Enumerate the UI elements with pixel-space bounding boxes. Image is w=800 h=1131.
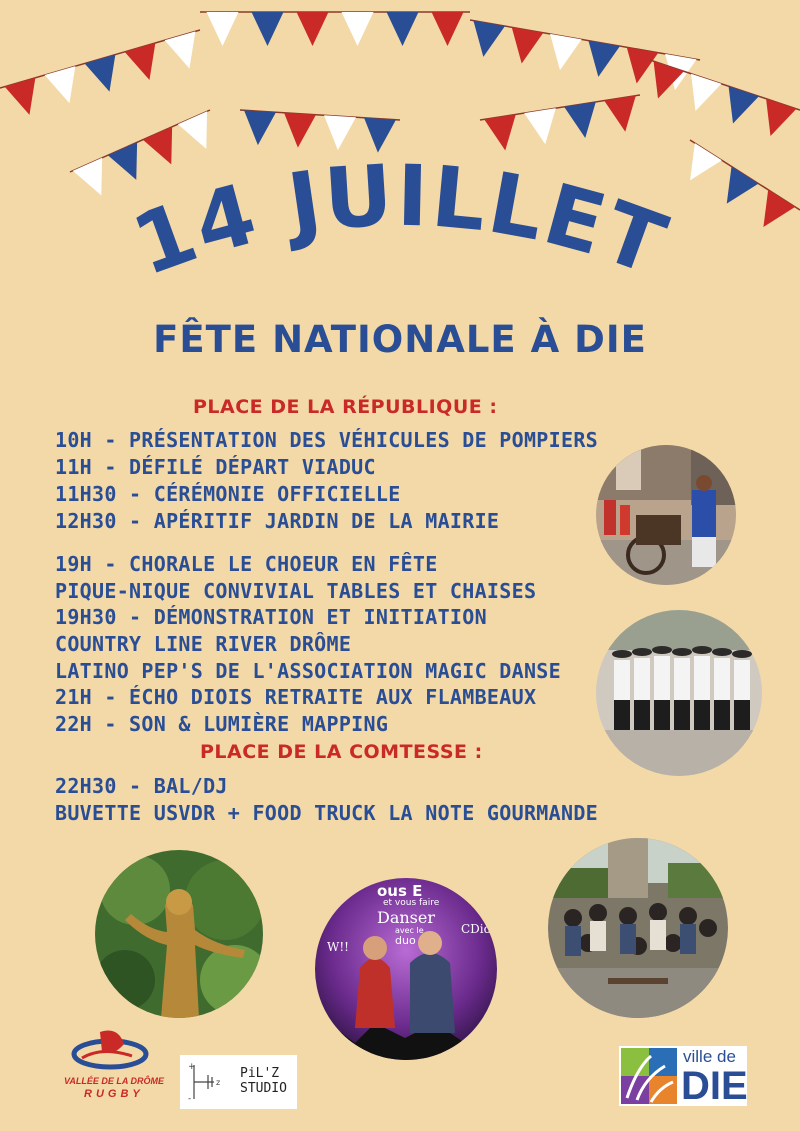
svg-text:-: - [188,1094,192,1104]
bunting-flag [564,102,596,138]
circuit-icon [180,1055,230,1109]
logo-pilz-studio [180,1055,297,1109]
bunting-flag [284,113,316,148]
bunting-flag [512,27,544,63]
rugby-emblem-icon [62,1026,162,1074]
poster-word-ous: ous E [377,882,423,900]
pilz-line1: PiL'Z [240,1066,280,1081]
bunting-flag [588,41,620,77]
schedule-line: LATINO PEP'S DE L'ASSOCIATION MAGIC DANSE [55,659,561,683]
die-small-text: ville de [683,1047,736,1066]
poster-word-et-vous-faire: et vous faire [383,898,440,908]
bunting-flag [550,34,582,70]
svg-text:+: + [188,1062,196,1072]
poster-word-duo: duo [395,934,416,947]
bunting-flag [342,12,374,46]
schedule-line: PIQUE-NIQUE CONVIVIAL TABLES ET CHAISES [55,579,537,603]
photo-picnic-crowd [548,838,728,1018]
pilz-line2: STUDIO [240,1081,287,1096]
bunting-flag [125,43,156,80]
bunting-flag [297,12,329,46]
bunting-flag [207,12,239,46]
schedule-line: 19H30 - DÉMONSTRATION ET INITIATION [55,605,487,629]
main-title [0,150,800,320]
schedule-line: 12H30 - APÉRITIF JARDIN DE LA MAIRIE [55,509,500,533]
schedule-line: 22H - SON & LUMIÈRE MAPPING [55,712,389,736]
bunting-flag [627,47,659,83]
schedule-line: 11H - DÉFILÉ DÉPART VIADUC [55,455,376,479]
bunting-flag [45,66,76,103]
poster-word-avec-le: avec le [395,926,424,935]
schedule-line: 19H - CHORALE LE CHOEUR EN FÊTE [55,552,438,576]
bunting-flag [244,110,276,145]
bunting-flag [85,55,116,92]
logo-rugby [62,1026,165,1106]
bunting-flag [604,96,636,132]
main-title-text: 14 JUILLET [120,150,680,295]
die-mosaic-icon [621,1048,677,1104]
bunting-flag [524,108,556,144]
poster-word-cdid: CDid [461,922,492,936]
section-heading-republique: PLACE DE LA RÉPUBLIQUE : [193,396,498,418]
section-heading-comtesse: PLACE DE LA COMTESSE : [200,741,483,763]
schedule-line: 11H30 - CÉRÉMONIE OFFICIELLE [55,482,401,506]
bunting-flag [432,12,464,46]
bunting-flag [729,86,759,123]
poster-word-danser: Danser [377,908,435,927]
schedule-line: COUNTRY LINE RIVER DRÔME [55,632,352,656]
bunting-flag [165,31,196,68]
bunting-flag [364,118,396,153]
logo-ville-de-die [619,1046,747,1106]
bunting-flag [691,74,721,111]
bunting-flag [766,99,796,136]
bunting-flag [252,12,284,46]
schedule-line: BUVETTE USVDR + FOOD TRUCK LA NOTE GOURMANDE [55,801,599,825]
bunting-flag [387,12,419,46]
photo-danser-duo [315,878,497,1060]
photo-statue [95,850,263,1018]
svg-text:z: z [216,1078,221,1087]
bunting-flag [484,114,516,150]
schedule-line: 10H - PRÉSENTATION DES VÉHICULES DE POMPIERS [55,428,599,452]
subtitle: FÊTE NATIONALE À DIE [153,318,647,361]
poster-word-w: W!! [327,940,349,954]
bunting-flag [473,21,505,57]
schedule-line: 22H30 - BAL/DJ [55,774,228,798]
rugby-line2: RUGBY [84,1088,144,1100]
die-big-text: DIE [681,1064,748,1108]
schedule-line: 21H - ÉCHO DIOIS RETRAITE AUX FLAMBEAUX [55,685,537,709]
bunting-flag [178,111,207,149]
rugby-line1: VALLÉE DE LA DRÔME [64,1076,165,1086]
photo-firefighters [596,445,736,585]
bunting-flag [324,115,356,150]
svg-text:14 JUILLET [121,150,680,295]
bunting-flag [5,78,36,115]
photo-country-dancers [596,610,762,776]
